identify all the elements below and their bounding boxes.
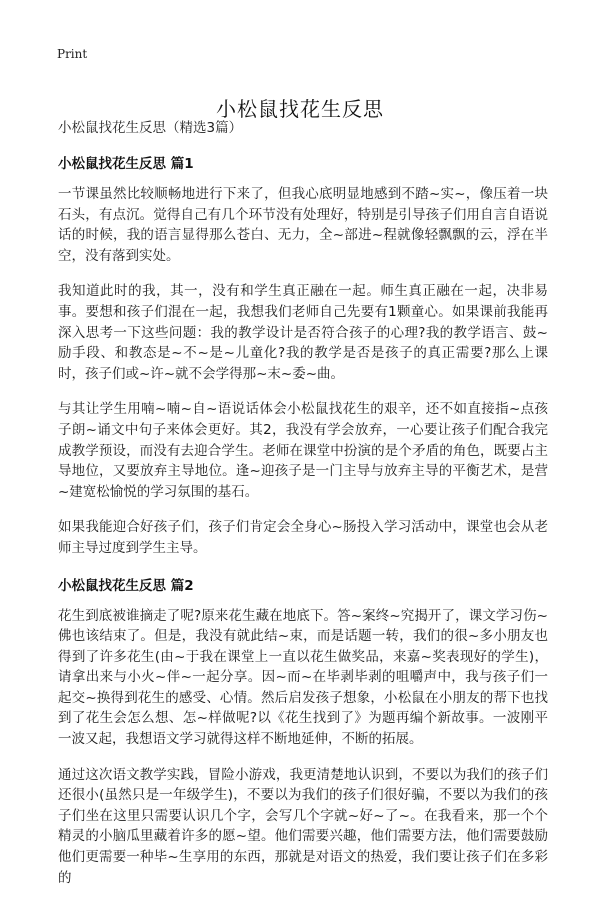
paragraph: 通过这次语文教学实践，冒险小游戏，我更清楚地认识到，不要以为我们的孩子们还很小(虽然只是一年级学生)，不要以为我们的孩子们很好骗，不要以为我们的孩子们坐在这里只需要认识几个字，会写几个字就~好~了~。在我看来，那一个个精灵的小脑瓜里藏着许多的愿~望。他们需要兴趣，他们需要方法，他们需要鼓励他们更需要一种毕~生享用的东西，那就是对语文的热爱，我们要让孩子们在多彩的	[58, 766, 548, 886]
section-heading-2: 小松鼠找花生反思 篇2	[58, 577, 194, 594]
section-heading-1: 小松鼠找花生反思 篇1	[58, 156, 194, 172]
page-title: 小松鼠找花生反思	[216, 97, 384, 122]
paragraph: 我知道此时的我，其一，没有和学生真正融在一起。师生真正融在一起，决非易事。要想和孩子们混在一起，我想我们老师自己先要有1颗童心。如果课前我能再深入思考一下这些问题：我的教学设计是否符合孩子的心理?我的教学语言、鼓~励手段、和教态是~不~是~儿童化?我的教学是否是孩子的真正需要?那么上课时，孩子们或~许~就不会学得那~末~委~曲。	[58, 283, 548, 382]
paragraph: 一节课虽然比较顺畅地进行下来了，但我心底明显地感到不踏~实~，像压着一块石头，有点沉。觉得自己有几个环节没有处理好，特别是引导孩子们用自言自语说话的时候，我的语言显得那么苍白、无力，全~部进~程就像轻飘飘的云，浮在半空，没有落到实处。	[58, 186, 548, 264]
paragraph: 与其让学生用喃~喃~自~语说话体会小松鼠找花生的艰辛，还不如直接指~点孩子朗~诵文中句子来体会更好。其2，我没有学会放弃，一心要让孩子们配合我完成教学预设，而没有去迎合学生。老师在课堂中扮演的是个矛盾的角色，既要占主导地位，又要放弃主导地位。逢~迎孩子是一门主导与放弃主导的平衡艺术，是营~建宽松愉悦的学习氛围的基石。	[58, 401, 548, 500]
paragraph: 花生到底被谁摘走了呢?原来花生藏在地底下。答~案终~究揭开了，课文学习伤~佛也该结束了。但是，我没有就此结~束，而是话题一转，我们的很~多小朋友也得到了许多花生(由~于我在课堂上一直以花生做奖品，来嘉~奖表现好的学生)，请拿出来与小火~伴~一起分享。因~而~在毕剥毕剥的咀嚼声中，我与孩子们一起交~换得到花生的感受、心情。然后启发孩子想象，小松鼠在小朋友的帮下也找到了花生会怎么想、怎~样做呢?以《花生找到了》为题再编个新故事。一波刚平一波又起，我想语文学习就得这样不断地延伸，不断的拓展。	[58, 607, 548, 748]
paragraph: 如果我能迎合好孩子们，孩子们肯定会全身心~肠投入学习活动中，课堂也会从老师主导过度到学生主导。	[58, 519, 548, 556]
print-link[interactable]: Print	[57, 47, 88, 61]
document-subtitle: 小松鼠找花生反思（精选3篇）	[58, 120, 243, 136]
document-body	[58, 116, 548, 903]
